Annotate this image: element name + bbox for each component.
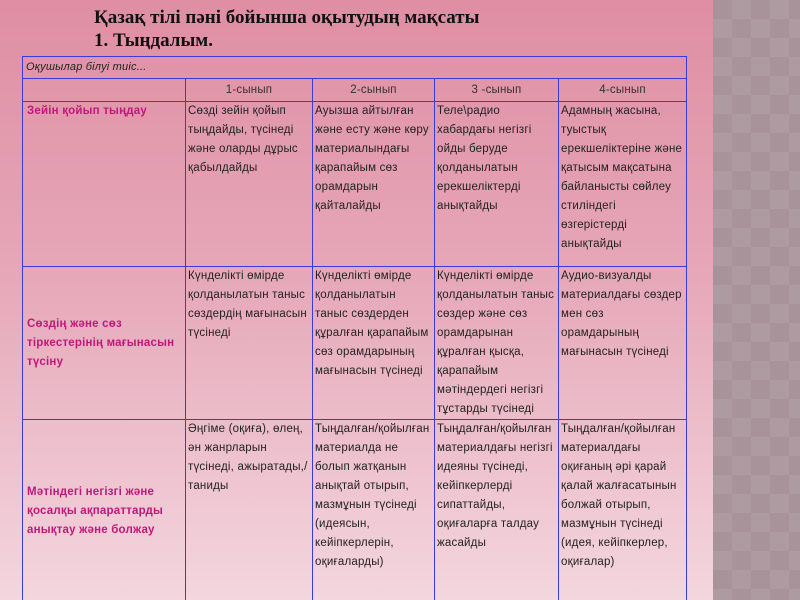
row-label: Зейін қойып тыңдау [23, 102, 186, 267]
decorative-pattern-strip [713, 0, 800, 600]
slide-title [94, 6, 479, 52]
table-row [23, 267, 687, 420]
table-cell: Күнделікті өмірде қолданылатын таныс сөздерден құралған қарапайым сөз орамдарының мағынасын түсінеді [313, 267, 435, 420]
table-cell: Күнделікті өмірде қолданылатын таныс сөздер және сөз орамдарынан құралған қысқа, қарапайым мәтіндердегі негізгі тұстарды түсінеді [435, 267, 559, 420]
table-cell: Әңгіме (оқиға), өлең, ән жанрларын түсінеді, ажыратады,/ таниды [186, 420, 313, 600]
table-cell: Тыңдалған/қойылған материалда не болып жатқанын анықтай отырып, мазмұнын түсінеді (идеясын, кейіпкерлерін, оқиғаларды) [313, 420, 435, 600]
title-line-2: 1. Тыңдалым. [94, 30, 213, 51]
table-cell: Сөзді зейін қойып тыңдайды, түсінеді және оларды дұрыс қабылдайды [186, 102, 313, 267]
table-cell: Күнделікті өмірде қолданылатын таныс сөздердің мағынасын түсінеді [186, 267, 313, 420]
header-cell: 3 -сынып [435, 79, 559, 102]
table-row [23, 420, 687, 600]
objectives-table [22, 56, 687, 600]
table-cell: Ауызша айтылған және есту және көру материалындағы қарапайым сөз орамдарын қайталайды [313, 102, 435, 267]
header-cell: 4-сынып [559, 79, 687, 102]
title-line-1: Қазақ тілі пәні бойынша оқытудың мақсаты [94, 7, 480, 28]
header-row [23, 79, 687, 102]
table-cell: Тыңдалған/қойылған материалдағы негізгі идеяны түсінеді, кейіпкерлерді сипаттайды, оқиғаларға талдау жасайды [435, 420, 559, 600]
table-cell: Тыңдалған/қойылған материалдағы оқиғаның әрі қарай қалай жалғасатынын болжай отырып, мазмұнын түсінеді (идея, кейіпкерлер, оқиғалар) [559, 420, 687, 600]
table-cell: Адамның жасына, туыстық ерекшеліктеріне және қатысым мақсатына байланысты сөйлеу стиліндегі өзгерістерді анықтайды [559, 102, 687, 267]
table-cell: Аудио-визуалды материалдағы сөздер мен сөз орамдарының мағынасын түсінеді [559, 267, 687, 420]
row-label: Сөздің және сөз тіркестерінің мағынасын түсіну [23, 267, 186, 420]
table-caption: Оқушылар білуі тиіс... [23, 57, 687, 79]
header-cell: 2-сынып [313, 79, 435, 102]
row-label: Мәтіндегі негізгі және қосалқы ақпараттарды анықтау және болжау [23, 420, 186, 600]
table-row [23, 102, 687, 267]
table-cell: Теле\радио хабардағы негізгі ойды беруде қолданылатын ерекшеліктерді анықтайды [435, 102, 559, 267]
header-cell [23, 79, 186, 102]
header-cell: 1-сынып [186, 79, 313, 102]
